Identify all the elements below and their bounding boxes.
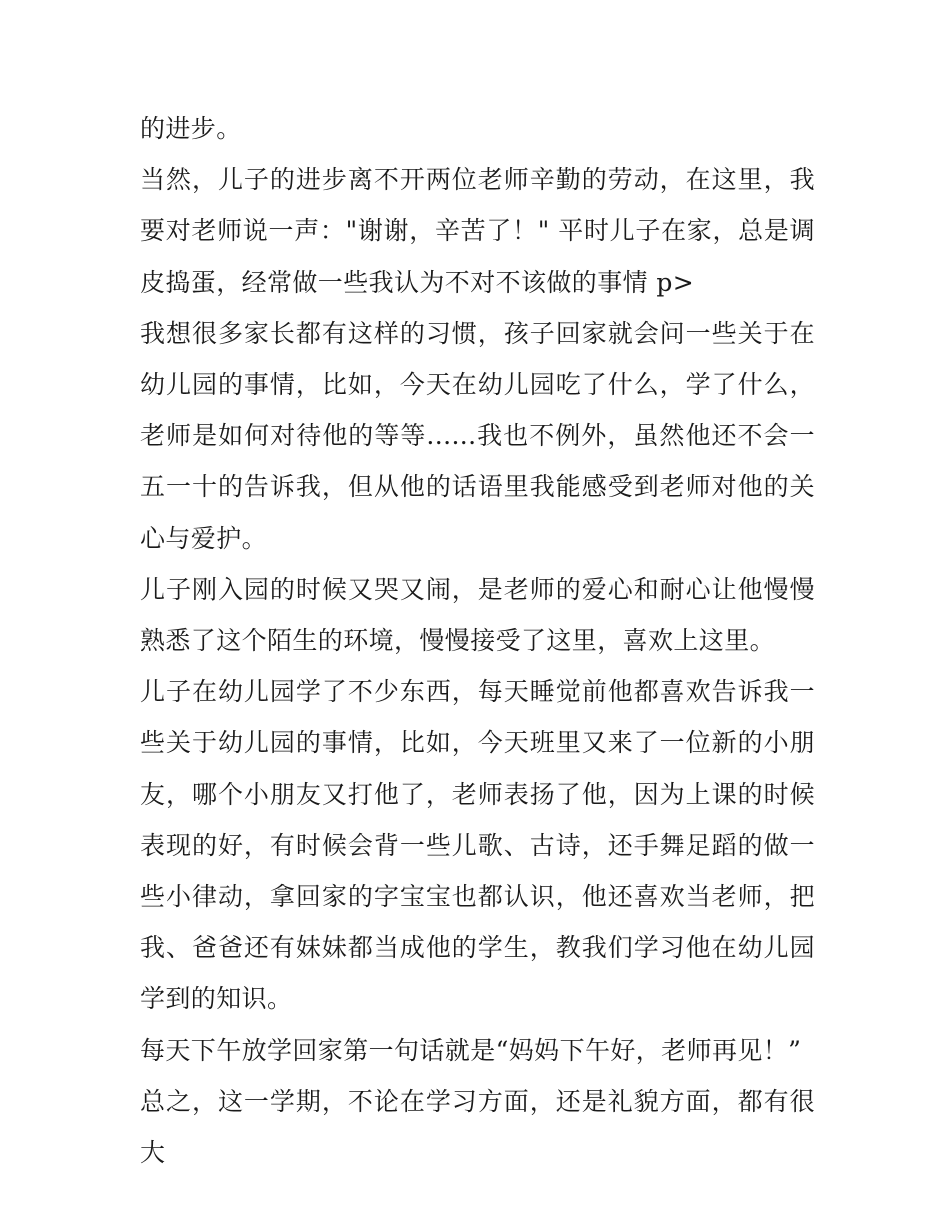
paragraph-4: 儿子刚入园的时候又哭又闹，是老师的爱心和耐心让他慢慢熟悉了这个陌生的环境，慢慢接受了这里，喜欢上这里。 <box>140 574 815 656</box>
paragraph-5: 儿子在幼儿园学了不少东西，每天睡觉前他都喜欢告诉我一些关于幼儿园的事情，比如，今天班里又来了一位新的小朋友，哪个小朋友又打他了，老师表扬了他，因为上课的时候表现的好，有时候会背一些儿歌、古诗，还手舞足蹈的做一些小律动，拿回家的字宝宝也都认识，他还喜欢当老师，把我、爸爸还有妹妹都当成他的学生，教我们学习他在幼儿园学到的知识。 <box>140 677 815 1014</box>
paragraph-6: 每天下午放学回家第一句话就是“妈妈下午好，老师再见！” <box>140 1035 802 1065</box>
paragraph-7: 总之，这一学期，不论在学习方面，还是礼貌方面，都有很大 <box>140 1086 815 1168</box>
document-body <box>140 103 815 1178</box>
paragraph-3: 我想很多家长都有这样的习惯，孩子回家就会问一些关于在幼儿园的事情，比如，今天在幼儿园吃了什么，学了什么，老师是如何对待他的等等......我也不例外，虽然他还不会一五一十的告诉我，但从他的话语里我能感受到老师对他的关心与爱护。 <box>140 318 815 553</box>
paragraph-2: 当然，儿子的进步离不开两位老师辛勤的劳动，在这里，我要对老师说一声："谢谢，辛苦了！" 平时儿子在家，总是调皮捣蛋，经常做一些我认为不对不该做的事情 p> <box>140 165 815 297</box>
paragraph-1: 的进步。 <box>140 114 242 143</box>
